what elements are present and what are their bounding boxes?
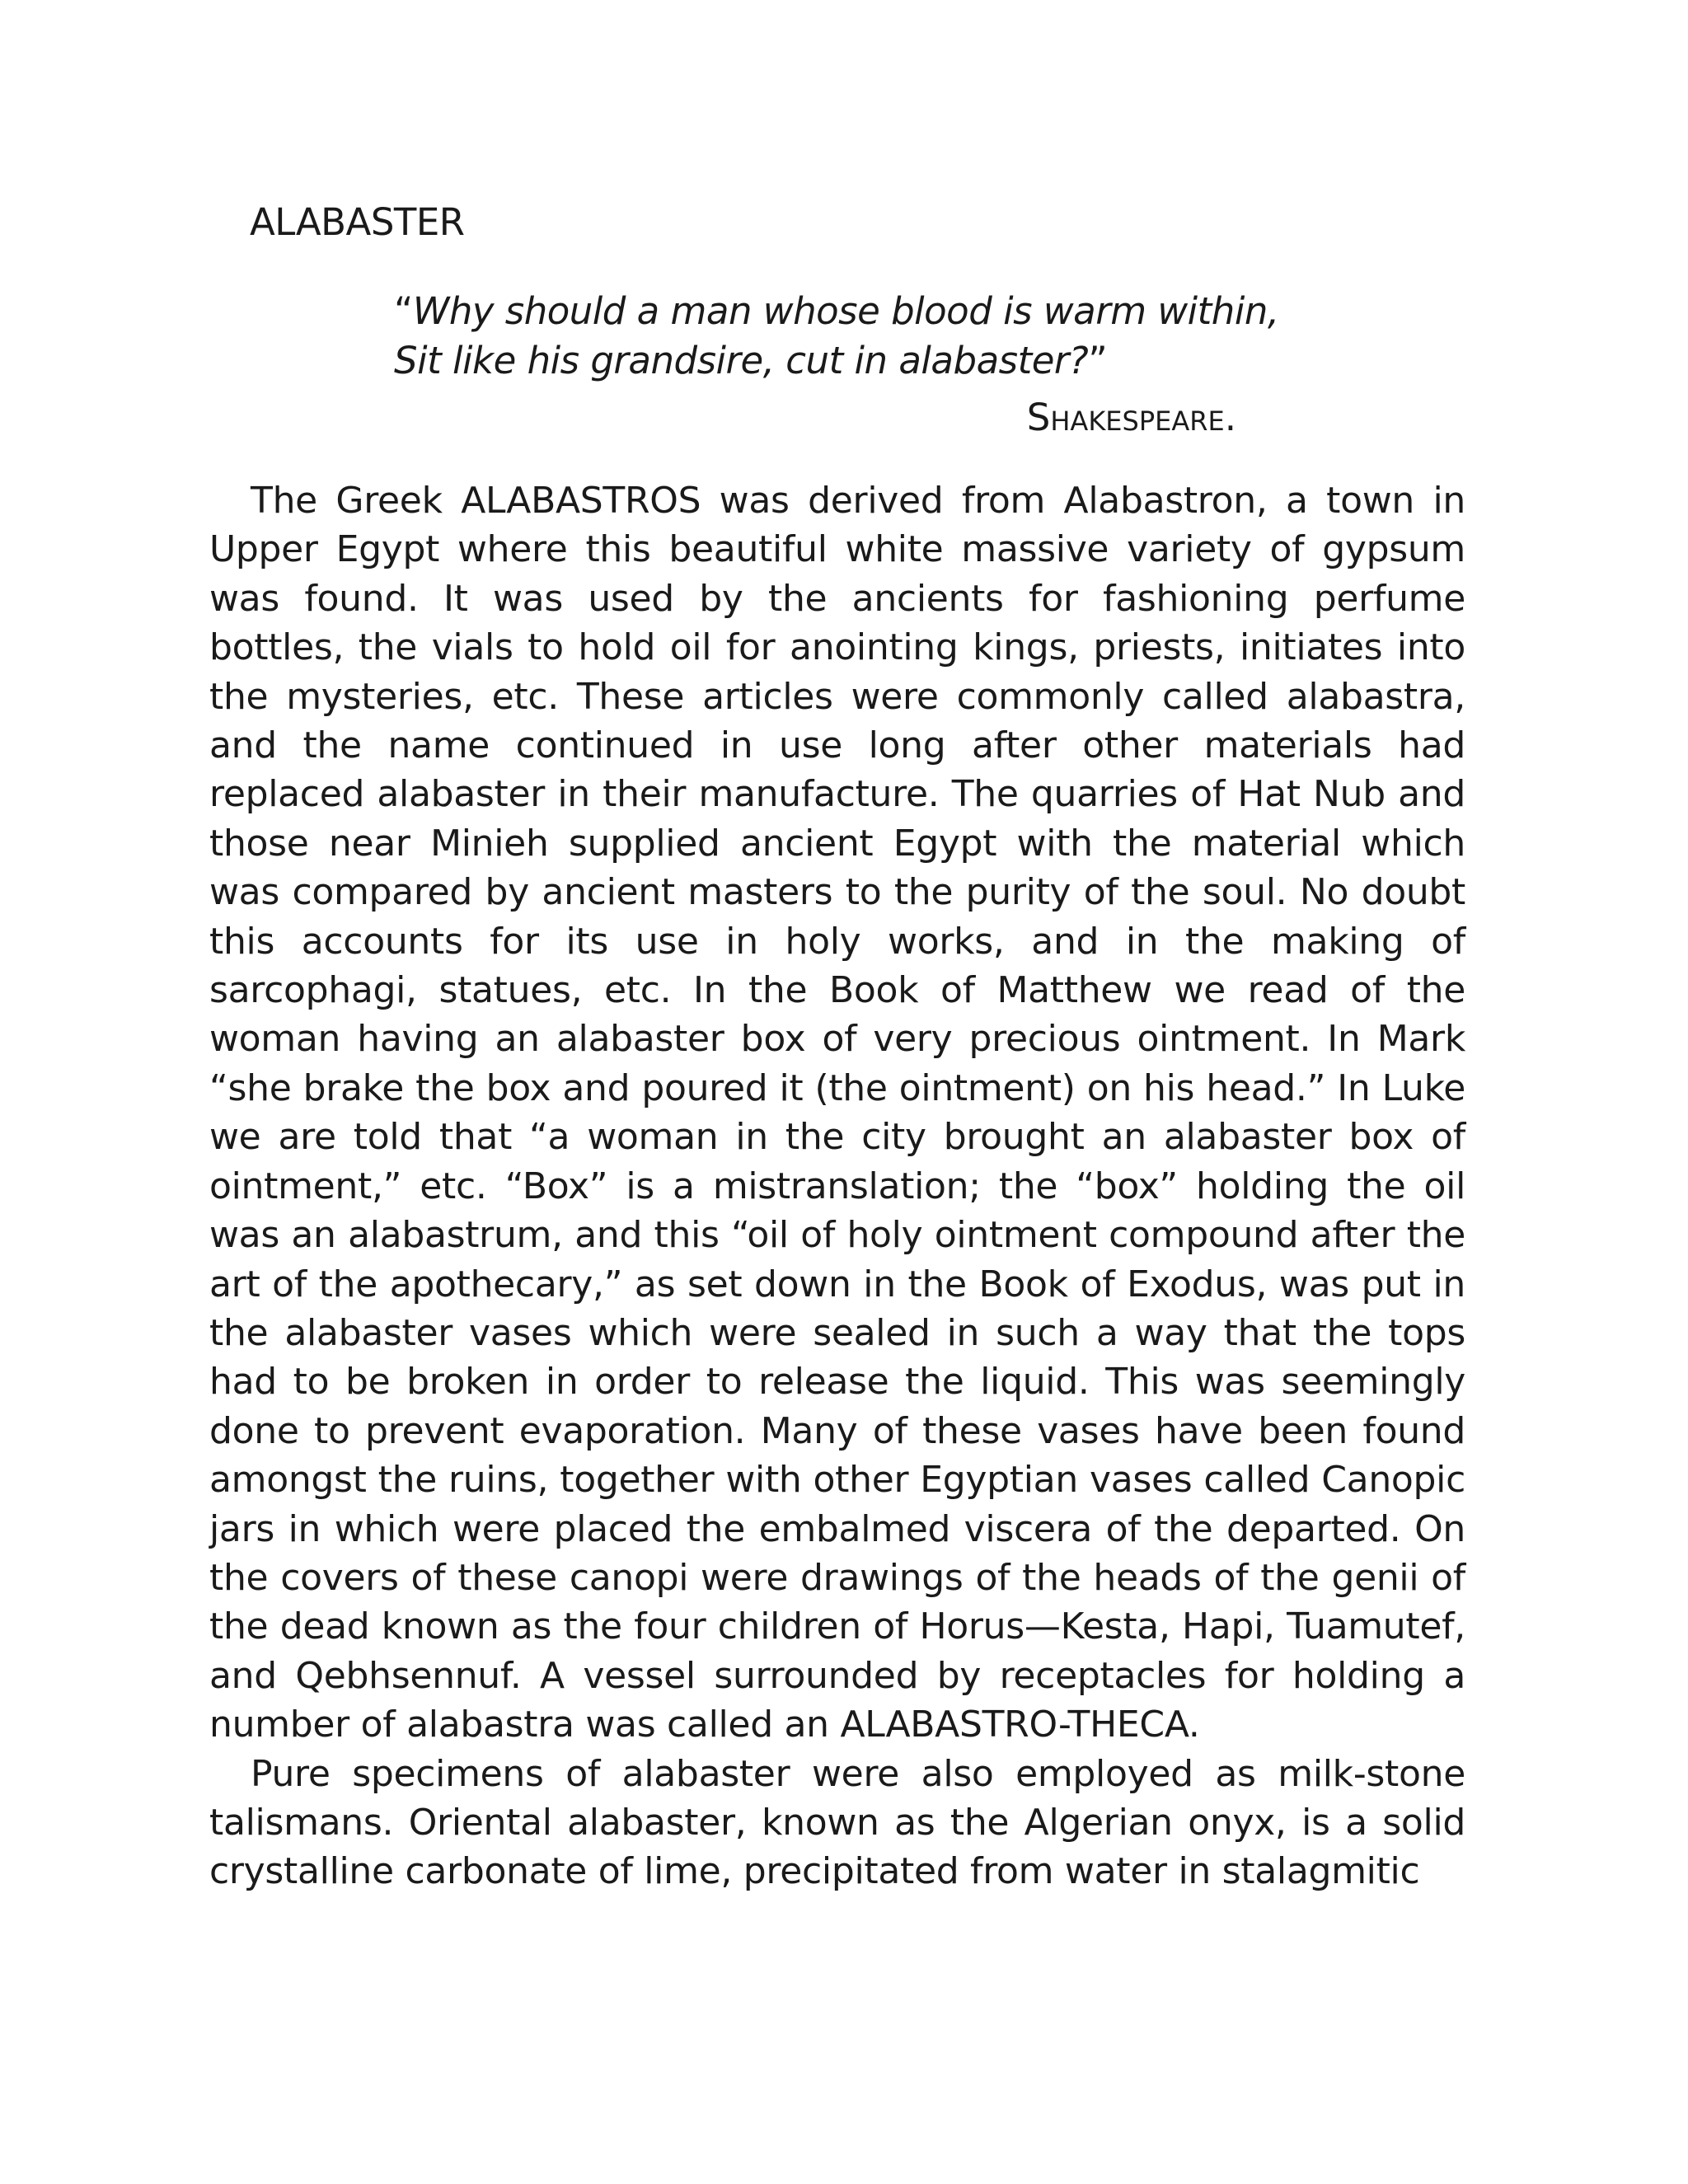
epigraph-line-1 [394,287,1284,336]
epigraph-line-1-text: Why should a man whose blood is warm within, [412,289,1279,333]
epigraph-attribution: Shakespeare. [1026,396,1236,439]
paragraph-2: Pure specimens of alabaster were also employed as milk-stone talismans. Oriental alabaster, known as the Algerian onyx, is a solid crystalline carbonate of lime, precipitated from water in stalagmitic [209,1752,1465,1893]
epigraph-open-quote: “ [394,289,413,333]
paragraph-1: The Greek ALABASTROS was derived from Alabastron, a town in Upper Egypt where this beautiful white massive variety of gypsum was found. It was used by the ancients for fashioning perfume bottles, the vials to hold oil for anointing kings, priests, initiates into the mysteries, etc. These articles were commonly called alabastra, and the name continued in use long after other materials had replaced alabaster in their manufacture. The quarries of Hat Nub and those near Minieh supplied ancient Egypt with the material which was compared by ancient masters to the purity of the soul. No doubt this accounts for its use in holy works, and in the making of sarcophagi, statues, etc. In the Book of Matthew we read of the woman having an alabaster box of very precious ointment. In Mark “she brake the box and poured it (the ointment) on his head.” In Luke we are told that “a woman in the city brought an alabaster box of ointment,” etc. “Box” is a mistranslation; the “box” holding the oil was an alabastrum, and this “oil of holy ointment compound after the art of the apothecary,” as set down in the Book of Exodus, was put in the alabaster vases which were sealed in such a way that the tops had to be broken in order to release the liquid. This was seemingly done to prevent evaporation. Many of these vases have been found amongst the ruins, together with other Egyptian vases called Canopic jars in which were placed the embalmed viscera of the departed. On the covers of these canopi were drawings of the heads of the genii of the dead known as the four children of Horus—Kesta, Hapi, Tuamutef, and Qebhsennuf. A vessel surrounded by receptacles for holding a number of alabastra was called an ALABASTRO-THECA. [209,480,1465,1746]
epigraph [394,287,1284,386]
epigraph-close-quote: ” [1088,339,1108,382]
epigraph-line-2-text: Sit like his grandsire, cut in alabaster? [394,339,1089,382]
epigraph-line-2 [394,336,1284,386]
body-text [209,476,1465,1896]
entry-heading: ALABASTER [250,200,465,244]
